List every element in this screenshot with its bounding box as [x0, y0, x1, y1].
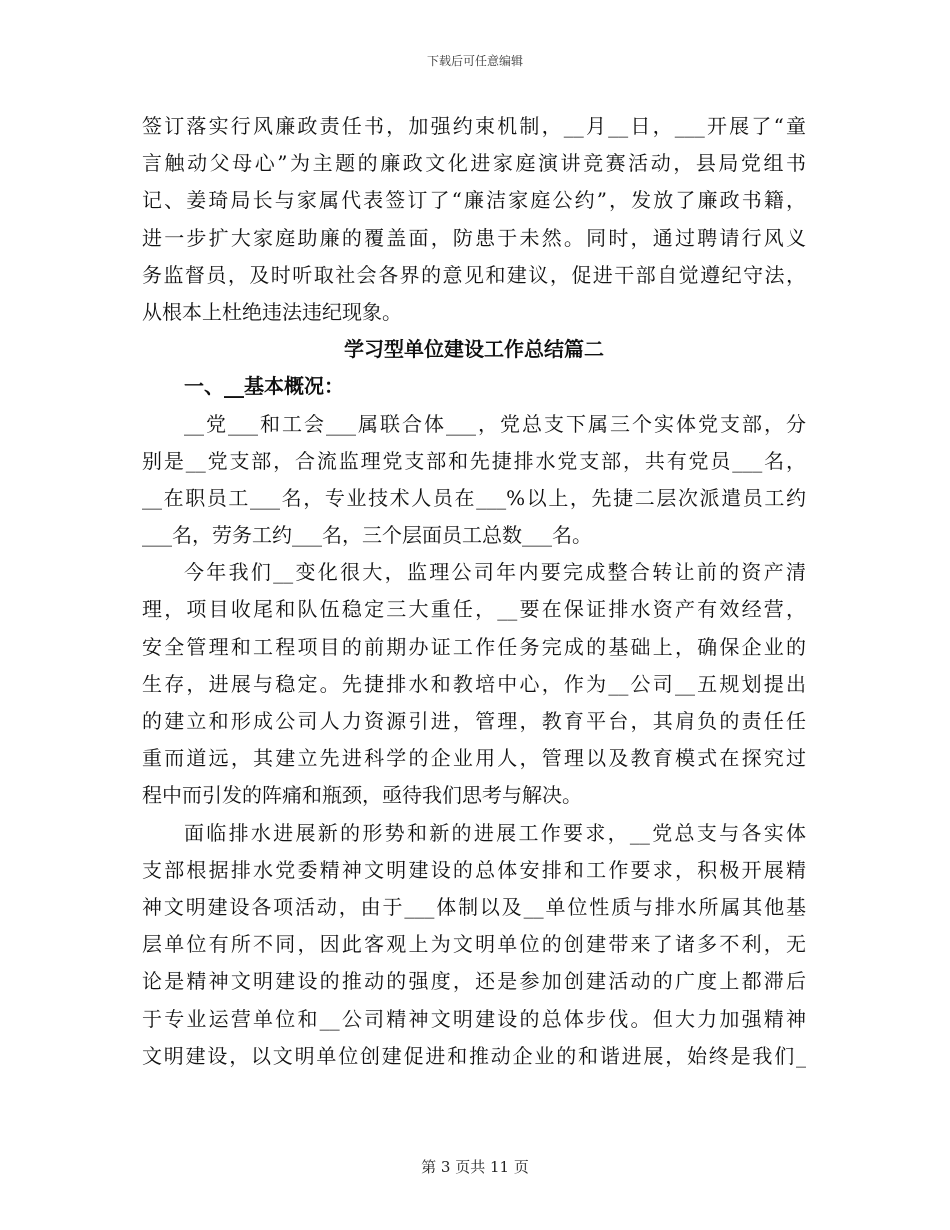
- text-line: ___名，劳务工约___名，三个层面员工总数___名。: [142, 523, 592, 548]
- paragraph-intro: [142, 108, 806, 331]
- text-line: 论是精神文明建设的推动的强度，还是参加创建活动的广度上都滞后: [142, 969, 806, 994]
- text-line: 于专业运营单位和__公司精神文明建设的总体步伐。但大力加强精神: [142, 1006, 806, 1031]
- text-line: 进一步扩大家庭助廉的覆盖面，防患于未然。同时，通过聘请行风义: [142, 225, 806, 250]
- paragraph-changes: [142, 554, 806, 814]
- page-number: 第 3 页共 11 页: [421, 1158, 529, 1176]
- paragraph-overview: [142, 406, 806, 555]
- text-line: 务监督员，及时听取社会各界的意见和建议，促进干部自觉遵纪守法，: [142, 262, 806, 287]
- text-line: 从根本上杜绝违法违纪现象。: [142, 299, 402, 324]
- text-line: 文明建设，以文明单位创建促进和推动企业的和谐进展，始终是我们_: [142, 1043, 806, 1068]
- text-line: 今年我们__变化很大，监理公司年内要完成整合转让前的资产清: [184, 560, 806, 585]
- text-line: 支部根据排水党委精神文明建设的总体安排和工作要求，积极开展精: [142, 857, 806, 882]
- text-line: 记、姜琦局长与家属代表签订了“廉洁家庭公约”，发放了廉政书籍，: [142, 188, 806, 213]
- page-header-note: 下载后可任意编辑: [426, 54, 523, 68]
- document-body: [142, 108, 806, 1075]
- text-line: 程中而引发的阵痛和瓶颈，亟待我们思考与解决。: [142, 783, 582, 808]
- text-line: 生存，进展与稳定。先捷排水和教培中心，作为__公司__五规划提出: [142, 671, 806, 696]
- text-line: 面临排水进展新的形势和新的进展工作要求，__党总支与各实体: [184, 820, 806, 845]
- text-line: __党___和工会___属联合体___，党总支下属三个实体党支部，分: [184, 411, 806, 436]
- text-line: 层单位有所不同，因此客观上为文明单位的创建带来了诸多不利，无: [142, 932, 806, 957]
- subheading: 一、__基本概况：: [184, 374, 344, 399]
- text-line: 神文明建设各项活动，由于___体制以及__单位性质与排水所属其他基: [142, 894, 806, 919]
- text-line: 的建立和形成公司人力资源引进，管理，教育平台，其肩负的责任任: [142, 709, 806, 733]
- paragraph-civilization: [142, 815, 806, 1075]
- text-line: 签订落实行风廉政责任书，加强约束机制，__月__日，___开展了“童: [142, 114, 806, 138]
- text-line: 理，项目收尾和队伍稳定三大重任，__要在保证排水资产有效经营，: [142, 597, 806, 622]
- text-line: 安全管理和工程项目的前期办证工作任务完成的基础上，确保企业的: [142, 634, 806, 659]
- section-title: 学习型单位建设工作总结篇二: [344, 337, 604, 362]
- text-line: 重而道远，其建立先进科学的企业用人，管理以及教育模式在探究过: [142, 746, 806, 771]
- text-line: 言触动父母心”为主题的廉政文化进家庭演讲竞赛活动，县局党组书: [142, 151, 806, 176]
- text-line: __在职员工___名，专业技术人员在___%以上，先捷二层次派遣员工约: [142, 485, 806, 510]
- text-line: 别是__党支部，合流监理党支部和先捷排水党支部，共有党员___名，: [142, 448, 806, 473]
